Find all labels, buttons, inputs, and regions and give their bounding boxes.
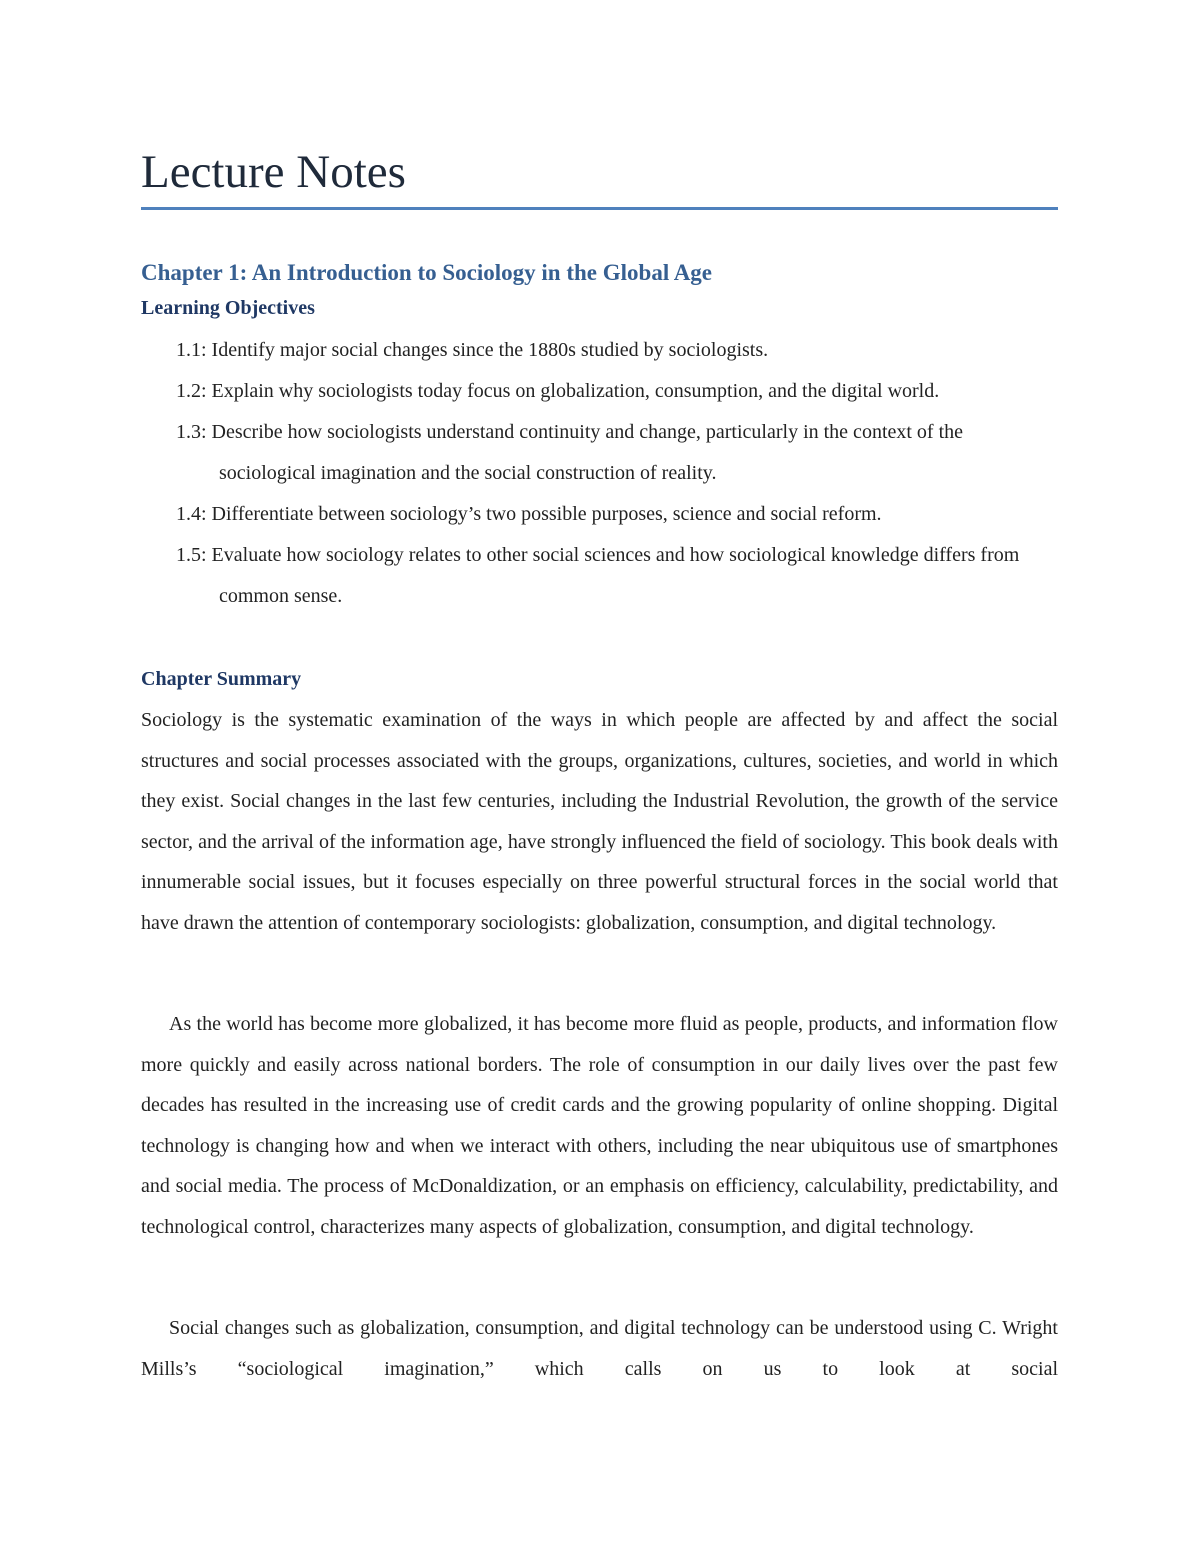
learning-objectives-heading: Learning Objectives — [141, 297, 315, 319]
objective-item: 1.3: Describe how sociologists understand continuity and change, particularly in the context of the sociological imagination and the social construction of reality. — [176, 421, 964, 484]
summary-paragraph: Social changes such as globalization, consumption, and digital technology can be understood using C. Wright Mills’s “sociological imagination,” which calls on us to look at social — [141, 1317, 1058, 1380]
document-page — [141, 0, 1058, 1553]
title-underline-rule — [141, 207, 1058, 210]
objective-item: 1.1: Identify major social changes since the 1880s studied by sociologists. — [176, 339, 769, 361]
document-title: Lecture Notes — [141, 146, 406, 198]
objective-item: 1.2: Explain why sociologists today focus on globalization, consumption, and the digital world. — [176, 380, 940, 402]
learning-objectives-list — [176, 330, 1058, 617]
summary-paragraph: As the world has become more globalized, it has become more fluid as people, products, and information flow more quickly and easily across national borders. The role of consumption in our daily lives over the past few decades has resulted in the increasing use of credit cards and the growing popularity of online shopping. Digital technology is changing how and when we interact with others, including the near ubiquitous use of smartphones and social media. The process of McDonaldization, or an emphasis on efficiency, calculability, predictability, and technological control, characterizes many aspects of globalization, consumption, and digital technology. — [141, 1013, 1058, 1238]
objective-item: 1.4: Differentiate between sociology’s two possible purposes, science and social reform. — [176, 503, 882, 525]
chapter-heading: Chapter 1: An Introduction to Sociology in the Global Age — [141, 260, 713, 285]
objective-item: 1.5: Evaluate how sociology relates to other social sciences and how sociological knowledge differs from common sense. — [176, 544, 1020, 607]
chapter-summary-heading: Chapter Summary — [141, 668, 302, 690]
summary-paragraph: Sociology is the systematic examination of the ways in which people are affected by and affect the social structures and social processes associated with the groups, organizations, cultures, societies, and world in which they exist. Social changes in the last few centuries, including the Industrial Revolution, the growth of the service sector, and the arrival of the information age, have strongly influenced the field of sociology. This book deals with innumerable social issues, but it focuses especially on three powerful structural forces in the social world that have drawn the attention of contemporary sociologists: globalization, consumption, and digital technology. — [141, 709, 1058, 934]
